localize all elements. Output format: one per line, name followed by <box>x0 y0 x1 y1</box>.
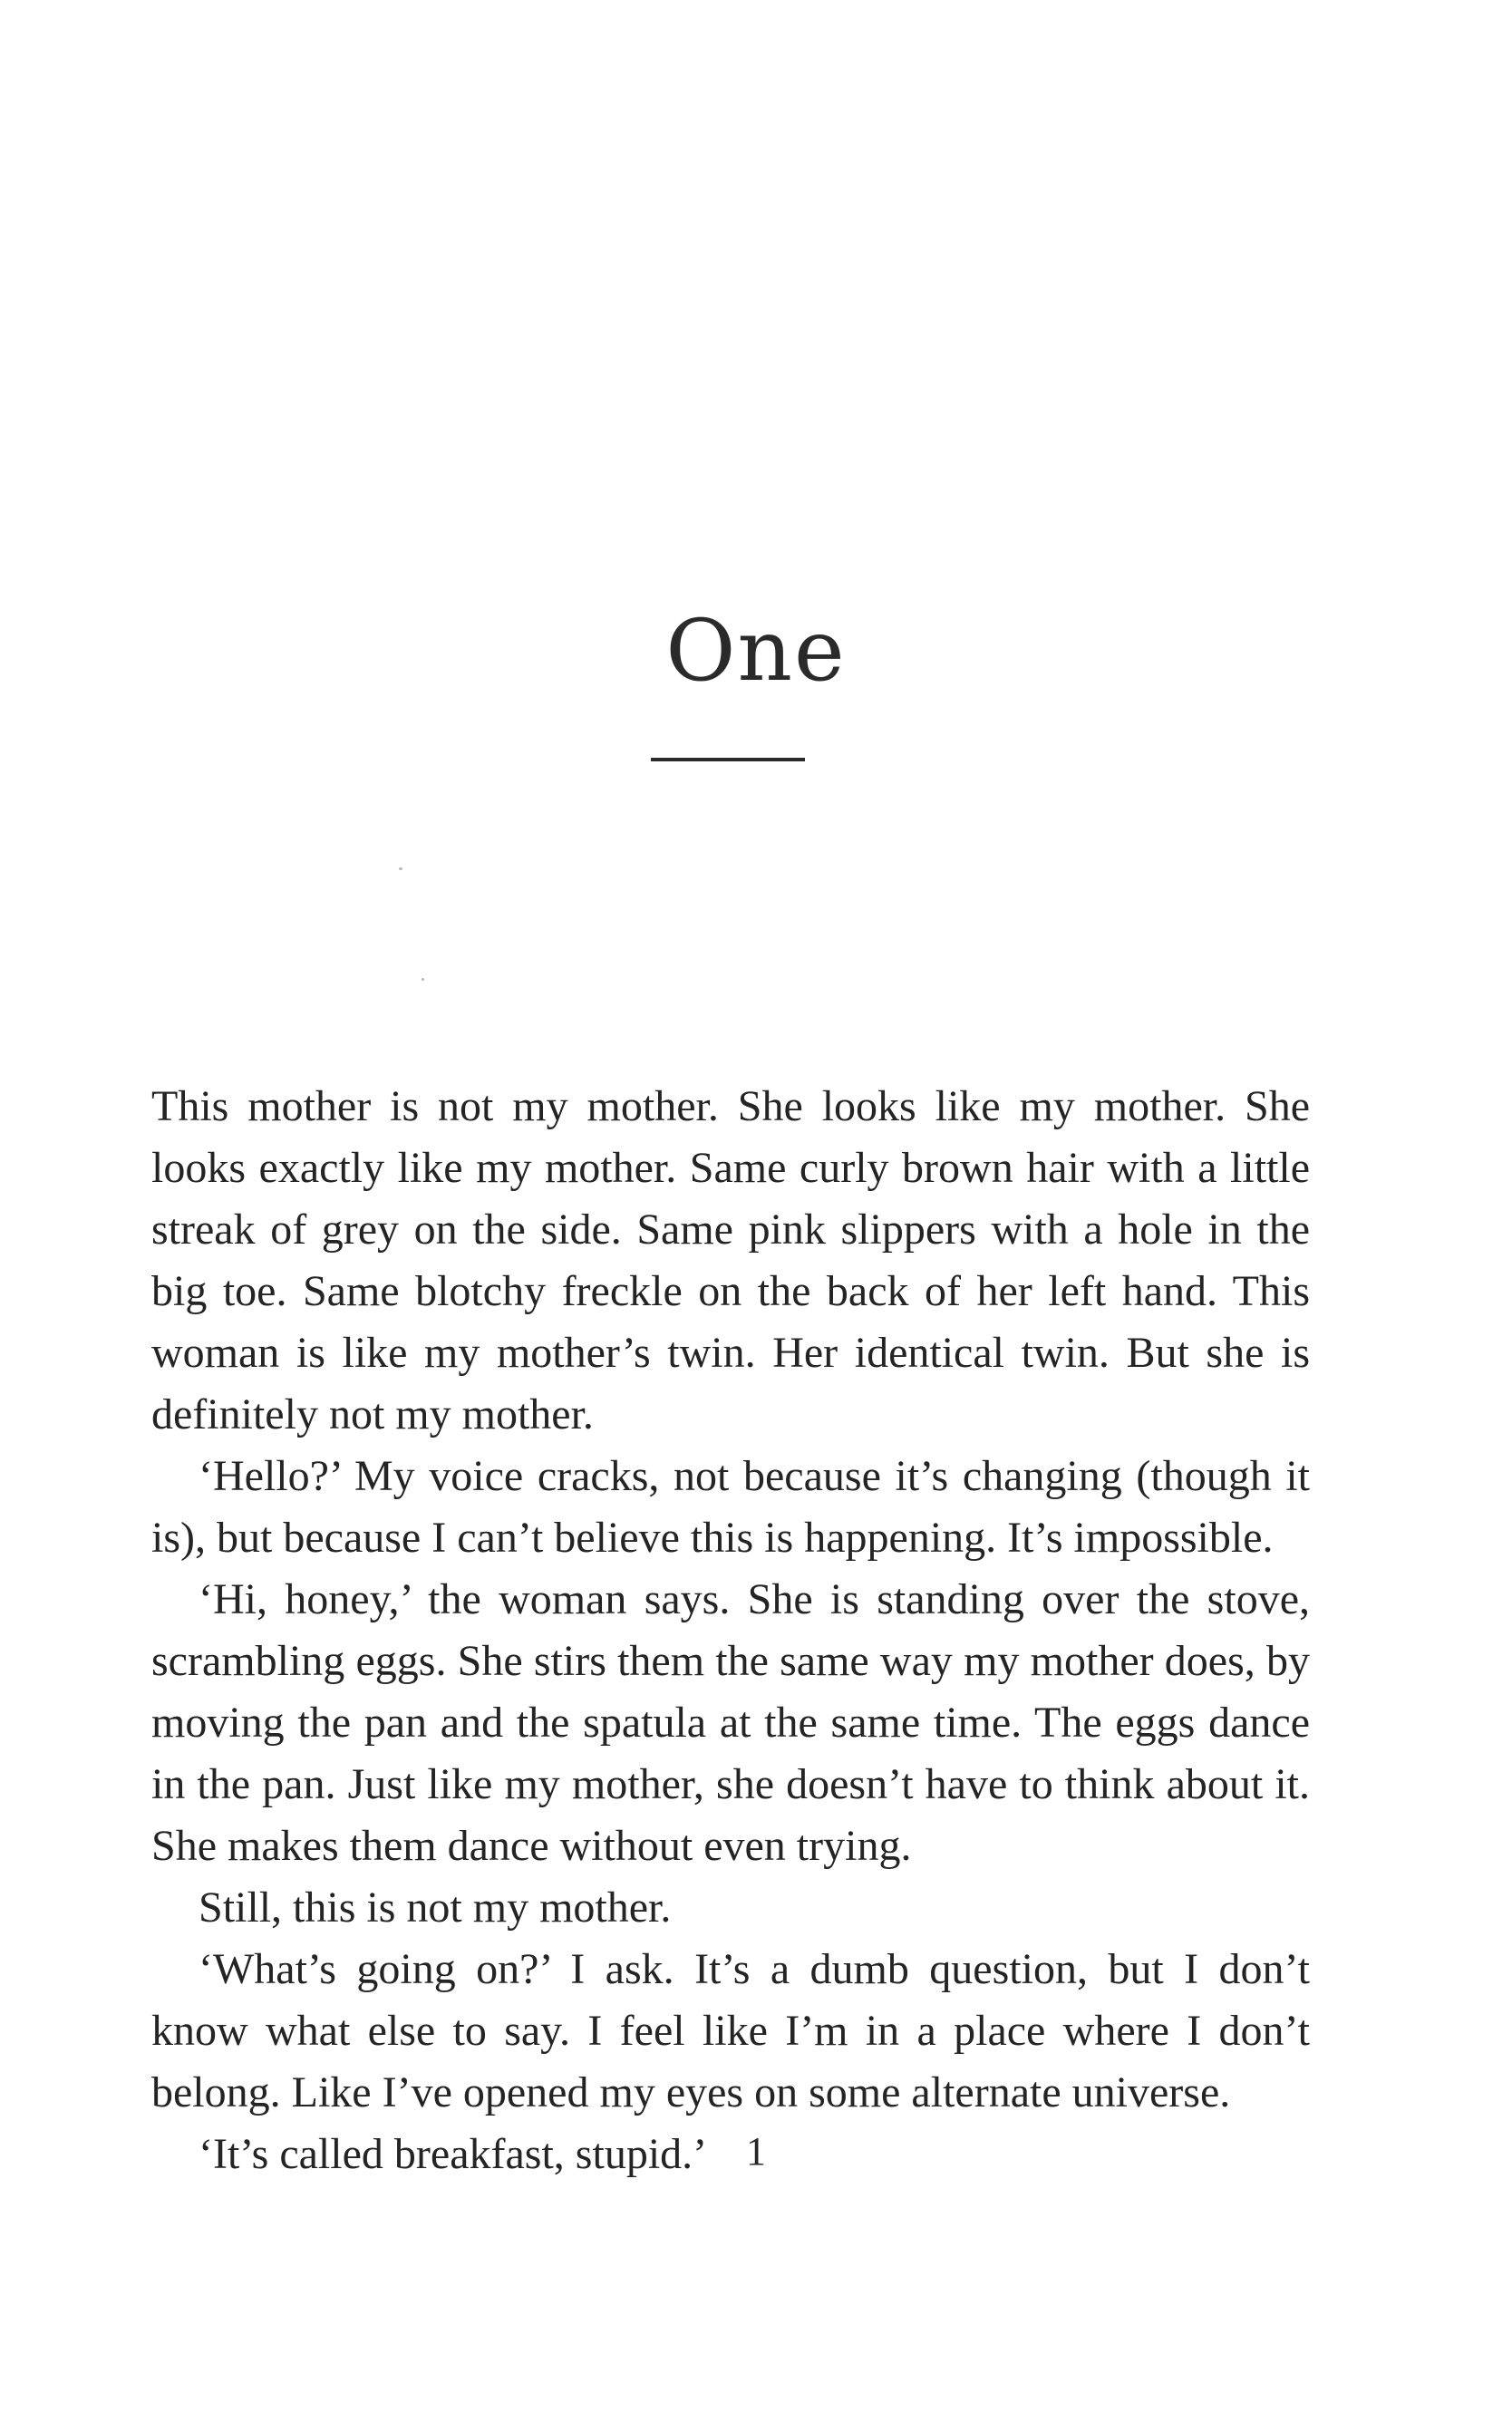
paragraph: ‘What’s going on?’ I ask. It’s a dumb question, but I don’t know what else to say. I feel like I’m in a place where I don’t belong. Like I’ve opened my eyes on some alternate universe. <box>151 1945 1310 2116</box>
paragraph: ‘It’s called breakfast, stupid.’ <box>199 2130 708 2178</box>
paragraph: ‘Hi, honey,’ the woman says. She is standing over the stove, scrambling eggs. She stirs them the same way my mother does, by moving the pan and the spatula at the same time. The eggs dance in the pan. Just like my mother, she doesn’t have to think about it. She makes them dance without even trying. <box>151 1575 1310 1870</box>
page-number: 1 <box>746 2129 766 2174</box>
paragraph: This mother is not my mother. She looks like my mother. She looks exactly like my mother. Same curly brown hair with a little streak of grey on the side. Same pink slippers with a hole in the big toe. Same blotchy freckle on the back of her left hand. This woman is like my mother’s twin. Her identical twin. But she is definitely not my mother. <box>151 1082 1310 1438</box>
chapter-title-rule <box>651 758 805 761</box>
scan-speck <box>422 978 424 981</box>
paragraph: Still, this is not my mother. <box>199 1884 672 1932</box>
chapter-title: One <box>665 602 847 701</box>
paragraph: ‘Hello?’ My voice cracks, not because it’s changing (though it is), but because I can’t believe this is happening. It’s impossible. <box>151 1452 1310 1562</box>
scan-speck <box>399 867 402 870</box>
chapter-body <box>151 1076 1310 2185</box>
